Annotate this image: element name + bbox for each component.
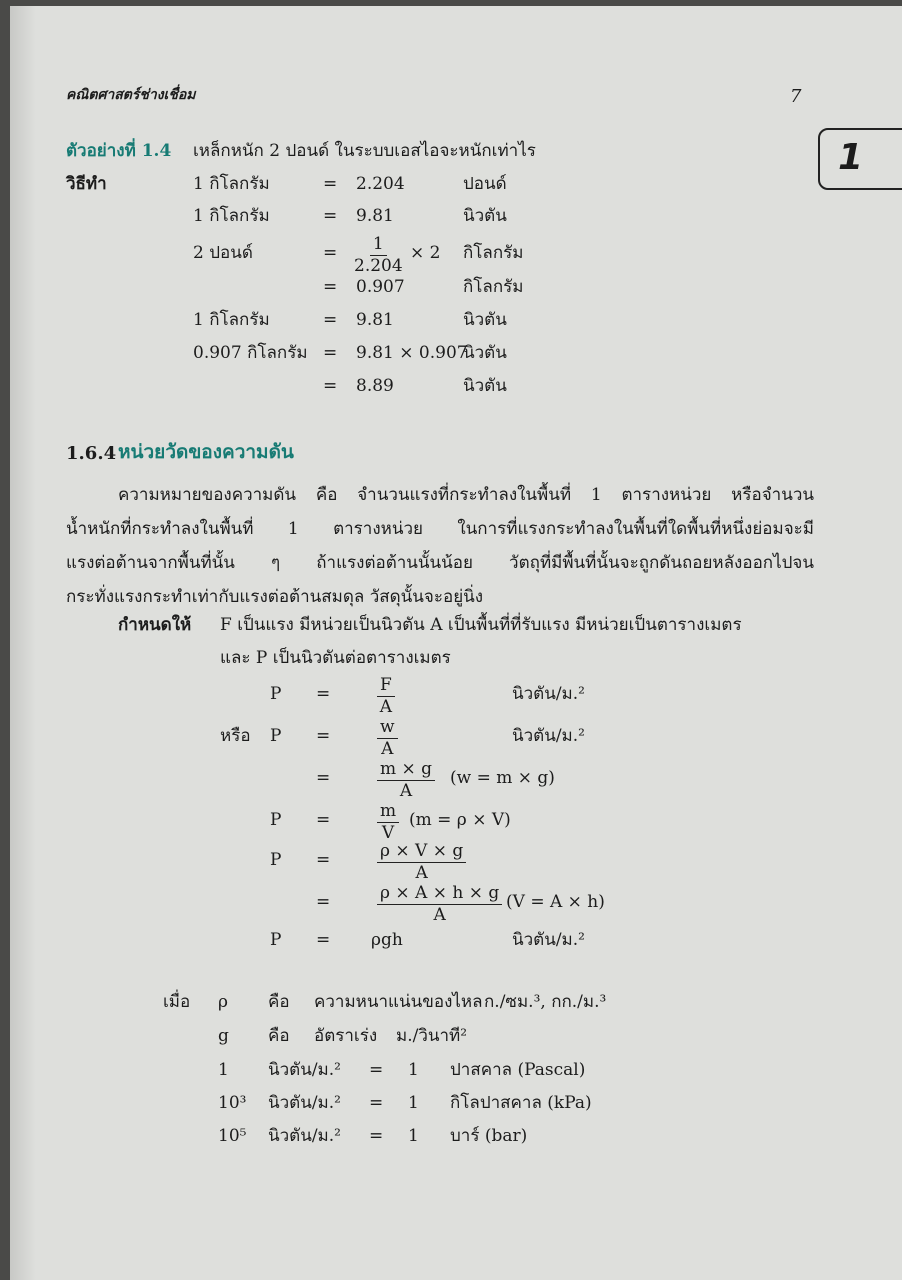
formula-equals: = [316, 768, 331, 788]
formula-equals: = [316, 930, 331, 950]
formula-fraction [377, 803, 399, 842]
definition-description: ความหนาแน่นของไหล [314, 992, 483, 1012]
definition-units: ก./ซม.³, กก./ม.³ [484, 992, 607, 1012]
formula-unit: นิวตัน/ม.² [512, 930, 585, 950]
solution-equals: = [323, 376, 338, 396]
definition-is: คือ [268, 992, 290, 1012]
formula-note: (m = ρ × V) [409, 810, 511, 830]
formula-lhs: P [270, 930, 282, 950]
conversion-name: ปาสคาล (Pascal) [450, 1060, 586, 1080]
formula-note: (V = A × h) [506, 892, 605, 912]
paragraph-line: ความหมายของความดัน คือ จำนวนแรงที่กระทำลงในพื้นที่ 1 ตารางหน่วย หรือจำนวน [118, 485, 814, 505]
fraction-denominator: V [381, 823, 395, 843]
fraction-denominator: A [381, 739, 394, 759]
paragraph-line: น้ำหนักที่กระทำลงในพื้นที่ 1 ตารางหน่วย ในการที่แรงกระทำลงในพื้นที่ใดพื้นที่หนึ่งย่อมจะมี [66, 519, 814, 539]
example-label: ตัวอย่างที่ 1.4 [66, 141, 172, 161]
formula-lhs: P [270, 810, 282, 830]
formula-fraction [377, 677, 395, 716]
solution-rhs: 9.81 [356, 206, 394, 226]
fraction-numerator: ρ × V × g [377, 843, 466, 863]
solution-rhs: 0.907 [356, 277, 405, 297]
given-label: กำหนดให้ [118, 615, 192, 635]
conversion-unit: นิวตัน/ม.² [268, 1126, 341, 1146]
definition-is: คือ [268, 1026, 290, 1046]
conversion-value: 1 [408, 1060, 419, 1080]
solution-lhs: 1 กิโลกรัม [193, 206, 270, 226]
definition-symbol: g [218, 1026, 229, 1046]
conversion-unit: นิวตัน/ม.² [268, 1060, 341, 1080]
solution-rhs: 8.89 [356, 376, 394, 396]
solution-label: วิธีทำ [66, 174, 107, 194]
solution-lhs: 2 ปอนด์ [193, 243, 253, 263]
formula-fraction [377, 885, 502, 924]
conversion-quantity: 1 [218, 1060, 229, 1080]
solution-equals: = [323, 277, 338, 297]
solution-lhs: 0.907 กิโลกรัม [193, 343, 308, 363]
solution-rhs: 9.81 × 0.907 [356, 343, 468, 363]
given-line: F เป็นแรง มีหน่วยเป็นนิวตัน A เป็นพื้นที่ที่รับแรง มีหน่วยเป็นตารางเมตร [220, 615, 742, 635]
solution-unit: นิวตัน [463, 343, 507, 363]
paragraph-line: กระทั่งแรงกระทำเท่ากับแรงต่อต้านสมดุล วัสดุนั้นจะอยู่นิ่ง [66, 587, 484, 607]
conversion-equals: = [369, 1126, 384, 1146]
solution-equals: = [323, 310, 338, 330]
solution-unit: นิวตัน [463, 206, 507, 226]
section-paragraph [66, 478, 814, 614]
solution-unit: นิวตัน [463, 376, 507, 396]
page-gutter-shadow [10, 6, 36, 1280]
fraction-denominator: 2.204 [354, 256, 403, 276]
formula-lhs: P [270, 726, 282, 746]
fraction-denominator: A [379, 697, 393, 717]
section-title: หน่วยวัดของความดัน [118, 441, 294, 463]
formula-unit: นิวตัน/ม.² [512, 726, 585, 746]
definition-units: ม./วินาที² [396, 1026, 468, 1046]
formula-result: ρgh [371, 930, 403, 950]
formula-equals: = [316, 684, 331, 704]
formula-equals: = [316, 892, 331, 912]
solution-lhs: 1 กิโลกรัม [193, 310, 270, 330]
solution-multiplier: × 2 [410, 243, 441, 263]
conversion-value: 1 [408, 1093, 419, 1113]
formula-unit: นิวตัน/ม.² [512, 684, 585, 704]
definition-symbol: ρ [218, 992, 228, 1012]
formula-lhs: P [270, 850, 282, 870]
solution-unit: กิโลกรัม [463, 277, 524, 297]
formula-equals: = [316, 850, 331, 870]
formula-lhs: P [270, 684, 282, 704]
formula-equals: = [316, 810, 331, 830]
page-number: 7 [790, 86, 802, 107]
solution-equals: = [323, 174, 338, 194]
running-header-title: คณิตศาสตร์ช่างเชื่อม [66, 87, 196, 103]
solution-unit: ปอนด์ [463, 174, 507, 194]
chapter-tab-number: 1 [838, 137, 864, 178]
formula-note: (w = m × g) [450, 768, 555, 788]
conversion-unit: นิวตัน/ม.² [268, 1093, 341, 1113]
formula-fraction [377, 761, 435, 800]
fraction-denominator: A [399, 781, 413, 801]
book-page [10, 6, 902, 1280]
section-number: 1.6.4 [66, 443, 117, 464]
paragraph-line: แรงต่อต้านจากพื้นที่นั้น ๆ ถ้าแรงต่อต้านนั้นน้อย วัตถุที่มีพื้นที่นั้นจะถูกดันถอยหลังออกไปจน [66, 553, 814, 573]
formula-equals: = [316, 726, 331, 746]
formula-fraction [377, 843, 466, 882]
fraction-numerator: 1 [370, 236, 387, 256]
given-line: และ P เป็นนิวตันต่อตารางเมตร [220, 648, 451, 668]
fraction-denominator: A [433, 905, 446, 925]
fraction-numerator: m × g [377, 761, 435, 781]
solution-rhs: 2.204 [356, 174, 405, 194]
conversion-equals: = [369, 1060, 384, 1080]
fraction-numerator: w [377, 719, 398, 739]
solution-unit: นิวตัน [463, 310, 507, 330]
solution-equals: = [323, 343, 338, 363]
formula-fraction [377, 719, 398, 758]
where-label: เมื่อ [163, 992, 191, 1012]
solution-rhs: 9.81 [356, 310, 394, 330]
solution-fraction [354, 236, 403, 275]
solution-unit: กิโลกรัม [463, 243, 524, 263]
definition-description: อัตราเร่ง [314, 1026, 378, 1046]
or-label: หรือ [220, 726, 251, 746]
solution-equals: = [323, 243, 338, 263]
fraction-numerator: ρ × A × h × g [377, 885, 502, 905]
conversion-name: กิโลปาสคาล (kPa) [450, 1093, 592, 1113]
fraction-numerator: m [377, 803, 399, 823]
solution-lhs: 1 กิโลกรัม [193, 174, 270, 194]
conversion-quantity: 10⁵ [218, 1126, 247, 1146]
fraction-numerator: F [377, 677, 395, 697]
fraction-denominator: A [415, 863, 428, 883]
conversion-equals: = [369, 1093, 384, 1113]
conversion-quantity: 10³ [218, 1093, 247, 1113]
example-question: เหล็กหนัก 2 ปอนด์ ในระบบเอสไอจะหนักเท่าไร [193, 141, 536, 161]
conversion-value: 1 [408, 1126, 419, 1146]
conversion-name: บาร์ (bar) [450, 1126, 528, 1146]
solution-equals: = [323, 206, 338, 226]
